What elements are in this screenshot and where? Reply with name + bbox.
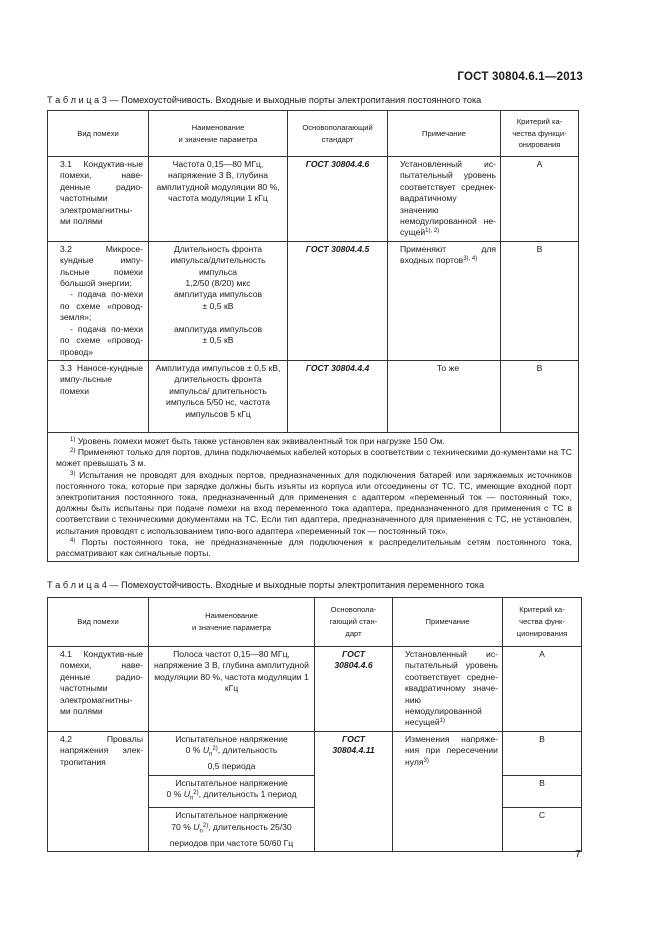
table3-header-standard: Основополагающий стандарт bbox=[288, 111, 388, 157]
row-4-1-criterion: A bbox=[503, 647, 582, 732]
row-3-3-standard: ГОСТ 30804.4.4 bbox=[288, 360, 388, 432]
table-row bbox=[48, 241, 579, 360]
table4-header-type: Вид помехи bbox=[48, 598, 149, 647]
row-4-2-type: 4.2 Провалы напряжения элек-тропитания bbox=[48, 731, 149, 851]
table-row bbox=[48, 360, 579, 432]
row-3-2-criterion: B bbox=[501, 241, 579, 360]
table3-header-param: Наименование и значение параметра bbox=[149, 111, 288, 157]
row-4-2b-criterion: B bbox=[503, 775, 582, 808]
table3 bbox=[47, 110, 579, 562]
table4-header-param: Наименование и значение параметра bbox=[149, 598, 315, 647]
row-3-2-type: 3.2 Микросе-кундные импу-льсные помехи большой энергии: - подача по-мехи по схеме «провод-земля»; - подача по-мехи по схеме «провод-провод» bbox=[48, 241, 149, 360]
table3-header-type: Вид помехи bbox=[48, 111, 149, 157]
row-4-2c-criterion: C bbox=[503, 808, 582, 852]
row-3-1-type: 3.1 Кондуктив-ные помехи, наве-денные радио-частотными электромагнитны-ми полями bbox=[48, 157, 149, 242]
row-4-2-standard: ГОСТ 30804.4.11 bbox=[315, 731, 393, 851]
row-3-2-param: Длительность фронта импульса/длительность импульса 1,2/50 (8/20) мкс амплитуда импульсов ± 0,5 кВ амплитуда импульсов ± 0,5 кВ bbox=[149, 241, 288, 360]
table-row bbox=[48, 647, 582, 732]
table4-header-note: Примечание bbox=[393, 598, 503, 647]
row-3-3-note: То же bbox=[388, 360, 501, 432]
table-row bbox=[48, 157, 579, 242]
row-4-1-type: 4.1 Кондуктив-ные помехи, наве-денные радио-частотными электромагнитны-ми полями bbox=[48, 647, 149, 732]
footnote-1: $^{1)}$ Уровень помехи может быть также установлен как эквивалентный ток при нагрузке 150 Ом. bbox=[70, 435, 445, 446]
document-code: ГОСТ 30804.6.1—2013 bbox=[457, 71, 583, 83]
footnote-4: $^{4)}$ Порты постоянного тока, не предназначенные для подключения к распределительным сетям постоянного тока, рассматривают как сигнальные порты. bbox=[56, 536, 572, 558]
footnote-2: $^{2)}$ Применяют только для портов, длина подключаемых кабелей которых в соответствии с техническими до-кументами на ТС может превышать 3 м. bbox=[56, 447, 573, 469]
row-4-1-param: Полоса частот 0,15—80 МГц, напряжение 3 В, глубина амплитудной модуляции 80 %, частота модуляции 1 кГц bbox=[149, 647, 315, 732]
row-4-2-note: Изменения напряже-ния при пересечении нуля$^{3)}$ bbox=[393, 731, 503, 851]
table4-caption: Т а б л и ц а 4 — Помехоустойчивость. Входные и выходные порты электропитания переменного тока bbox=[47, 580, 485, 590]
row-3-1-note: Установленный ис-пытательный уровень соответствует среднек-вадратичному значению немодулированной не-сущей$^{1), 2)}$ bbox=[388, 157, 501, 242]
row-4-2a-param: Испытательное напряжение 0 % $U_n^{2)}$, длительность 0,5 периода bbox=[149, 731, 315, 775]
row-3-1-param: Частота 0,15—80 МГц, напряжение 3 В, глубина амплитудной модуляции 80 %, частота модуляции 1 кГц bbox=[149, 157, 288, 242]
table3-header-criterion: Критерий ка- чества функци- онирования bbox=[501, 111, 579, 157]
table3-header-note: Примечание bbox=[388, 111, 501, 157]
row-4-1-note: Установленный ис-пытательный уровень соответствует средне-квадратичному значе-нию немодулированной несущей$^{1)}$ bbox=[393, 647, 503, 732]
row-3-2-standard: ГОСТ 30804.4.5 bbox=[288, 241, 388, 360]
row-4-2a-criterion: B bbox=[503, 731, 582, 775]
table4-header-criterion: Критерий ка- чества функ- ционирования bbox=[503, 598, 582, 647]
row-4-1-standard: ГОСТ 30804.4.6 bbox=[315, 647, 393, 732]
table4-header-standard: Основопола- гающий стан- дарт bbox=[315, 598, 393, 647]
row-3-3-param: Амплитуда импульсов ± 0,5 кВ, длительность фронта импульса/ длительность импульса 5/50 нс, частота импульсов 5 кГц bbox=[149, 360, 288, 432]
table-row bbox=[48, 731, 582, 775]
footnote-3: $^{3)}$ Испытания не проводят для входных портов, предназначенных для подключения батарей или заряжаемых источников постоянного тока, которые при зарядке должны быть изъяты из корпуса или отсоединены от ТС. ТС, имеющие входной порт электропитания постоянного тока, предназначенный для применения с адаптером «переменный ток — постоянный ток», должны быть испытаны при подаче помехи на вход переменного тока адаптера, предназначенного для применения с ТС в соответствии с техническими документами на ТС. Если тип адаптера, предназначенного для применения с ТС, не установлен, испытания проводят с использованием типо-вого адаптера «переменный ток — постоянный ток». bbox=[56, 469, 572, 536]
table3-caption: Т а б л и ц а 3 — Помехоустойчивость. Входные и выходные порты электропитания постоянного тока bbox=[47, 95, 482, 105]
row-4-2b-param: Испытательное напряжение 0 % $U_n^{2)}$, длительность 1 период bbox=[149, 775, 315, 808]
table4 bbox=[47, 597, 582, 852]
row-3-2-note: Применяют для входных портов$^{3), 4)}$ bbox=[388, 241, 501, 360]
row-3-1-standard: ГОСТ 30804.4.6 bbox=[288, 157, 388, 242]
page-number: 7 bbox=[575, 848, 581, 860]
row-3-1-criterion: A bbox=[501, 157, 579, 242]
row-4-2c-param: Испытательное напряжение 70 % $U_n^{2)}$, длительность 25/30 периодов при частоте 50/60 Гц bbox=[149, 808, 315, 852]
table3-footnotes bbox=[48, 432, 579, 561]
row-3-3-criterion: B bbox=[501, 360, 579, 432]
row-3-3-type: 3.3 Наносе-кундные импу-льсные помехи bbox=[48, 360, 149, 432]
